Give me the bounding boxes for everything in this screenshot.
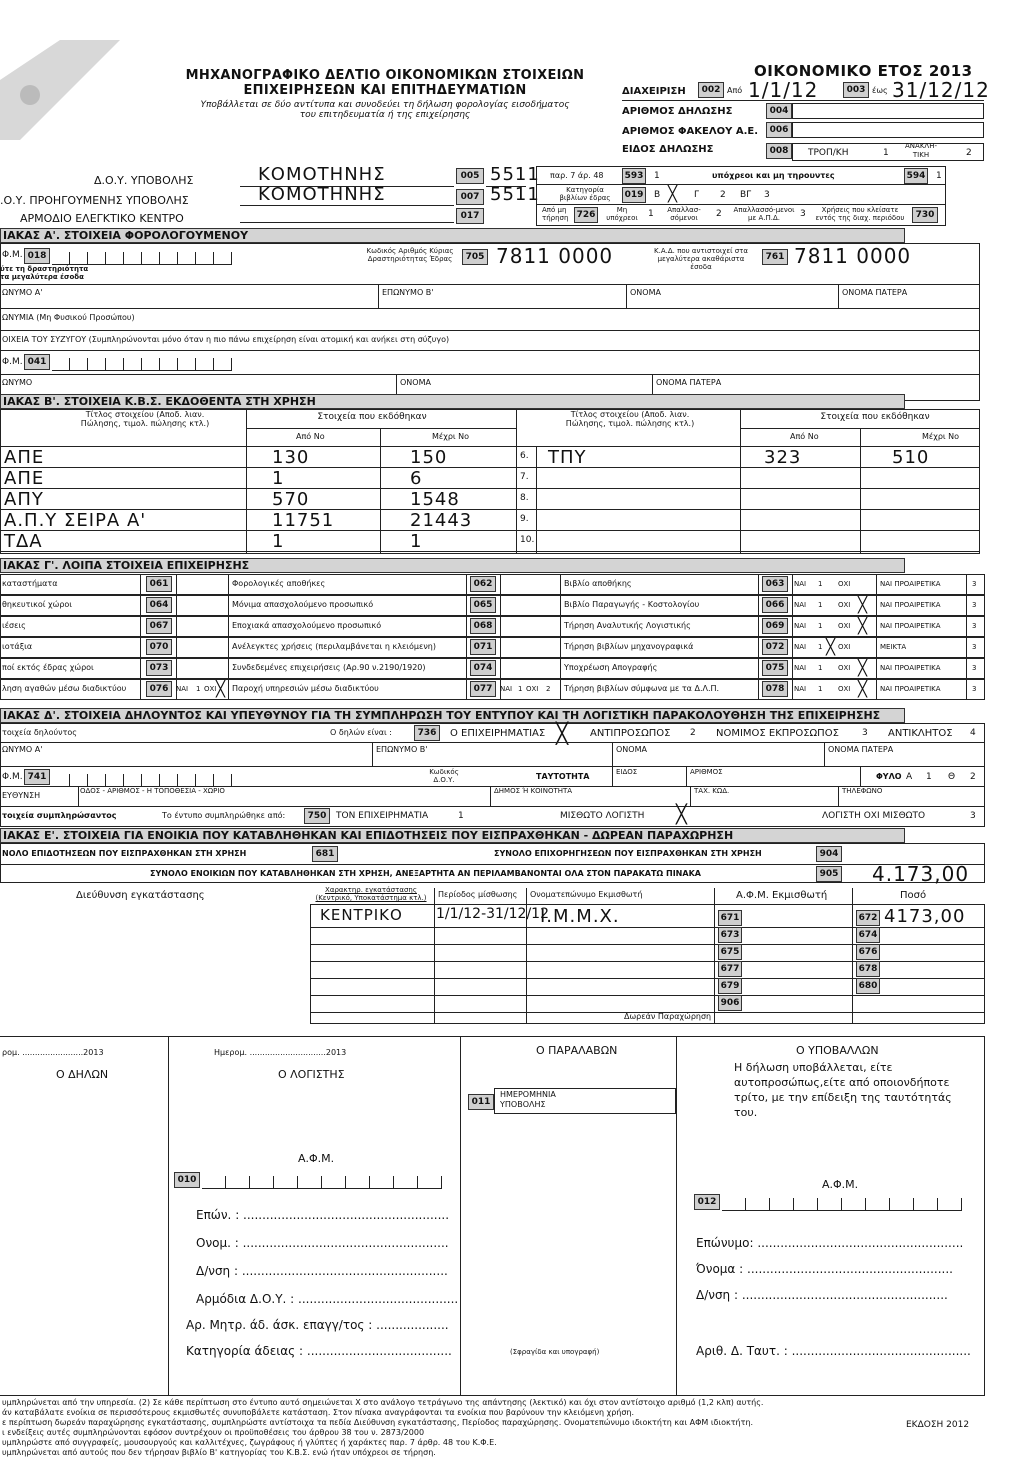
col-divider — [792, 637, 793, 658]
code-761: 761 — [762, 249, 788, 265]
code-003: 003 — [843, 82, 869, 98]
opt3-label[interactable]: ΜΕΙΚΤΑ — [880, 643, 907, 651]
col-divider — [228, 679, 229, 700]
col-divider — [228, 658, 229, 679]
kbs-right-num: 10. — [520, 535, 535, 545]
col-divider — [176, 658, 177, 679]
rent-row-line — [310, 961, 985, 962]
col-divider — [500, 595, 501, 616]
sec-c-left-label: ιοτάξια — [2, 642, 33, 651]
o-epixeirimatias-check[interactable]: ╳ — [556, 721, 569, 745]
col-divider — [758, 616, 759, 637]
table-row-line — [0, 509, 980, 510]
sec-c-code1: 070 — [146, 639, 172, 655]
oxi-label[interactable]: ΟΧΙ — [838, 685, 851, 693]
rent-code-right: 676 — [856, 944, 880, 960]
rent-code-left: 677 — [718, 961, 742, 977]
nai-check-mark[interactable]: ╳ — [826, 638, 836, 656]
arithmos-fakelou-label: ΑΡΙΘΜΟΣ ΦΑΚΕΛΟΥ Α.Ε. — [622, 126, 759, 137]
sec-c-right-label: Υποχρέωση Απογραφής — [564, 663, 658, 672]
o-dilon-label: Ο ΔΗΛΩΝ — [56, 1068, 109, 1081]
kbs-right-num: 8. — [520, 493, 529, 503]
code-905: 905 — [816, 866, 842, 882]
kbs-left-to[interactable]: 21443 — [410, 510, 473, 531]
nai-label[interactable]: ΝΑΙ — [794, 685, 807, 693]
col-divider — [228, 616, 229, 637]
sec-c-right-label: Τήρηση Αναλυτικής Λογιστικής — [564, 621, 691, 630]
oxi-076[interactable]: ΟΧΙ — [204, 685, 217, 693]
nai-label[interactable]: ΝΑΙ — [794, 664, 807, 672]
col-divider — [466, 574, 467, 595]
col-divider — [500, 658, 501, 679]
sec-c-left-label: ποί εκτός έδρας χώροι — [2, 663, 94, 672]
code-750: 750 — [304, 808, 330, 824]
col-divider — [758, 658, 759, 679]
col-divider — [500, 616, 501, 637]
n3: 3 — [972, 685, 977, 693]
sec-c-code2: 074 — [470, 660, 496, 676]
oxi-label[interactable]: ΟΧΙ — [838, 580, 851, 588]
n1: 1 — [818, 601, 823, 609]
code-730: 730 — [912, 207, 938, 223]
col-divider — [560, 679, 561, 700]
kbs-left-from[interactable]: 570 — [272, 489, 310, 510]
sec-c-code1: 073 — [146, 660, 172, 676]
sec-c-left-label: καταστήματα — [2, 579, 58, 588]
section-e-title: ΙΑΚΑΣ Ε'. ΣΤΟΙΧΕΙΑ ΓΙΑ ΕΝΟΙΚΙΑ ΠΟΥ ΚΑΤΑΒΛΗΘΗΚΑΝ ΚΑΙ ΕΠΙΔΟΤΗΣΕΙΣ ΠΟΥ ΕΙΣΠΡΑΧΘΗΚΑΝ - ΔΩΡΕΑΝ ΠΑΡΑΧΩΡΗΣΗ — [0, 828, 905, 843]
kad2-value[interactable]: 7811 0000 — [794, 244, 912, 268]
code-005-value[interactable]: 5511 — [490, 164, 540, 185]
n1: 1 — [818, 580, 823, 588]
sec-c-right-label: Τήρηση βιβλίων σύμφωνα με τα Δ.Λ.Π. — [564, 684, 720, 693]
col-divider — [466, 595, 467, 616]
col-divider — [176, 616, 177, 637]
col-divider — [560, 574, 561, 595]
kbs-right-title[interactable]: ΤΠΥ — [548, 447, 587, 468]
table-row-line — [0, 467, 980, 468]
subtitle-line-2: του επιτηδευματία ή της επιχείρησης — [299, 110, 471, 120]
col-divider — [876, 637, 877, 658]
sec-c-mid-label: Εποχιακά απασχολούμενο προσωπικό — [232, 621, 382, 630]
opt3-label[interactable]: ΝΑΙ ΠΡΟΑΙΡΕΤΙΚΑ — [880, 685, 941, 693]
col-divider — [758, 637, 759, 658]
table-row-line — [0, 551, 980, 552]
code-019: 019 — [622, 187, 646, 203]
col-divider — [466, 658, 467, 679]
oxi-label[interactable]: ΟΧΙ — [838, 601, 851, 609]
code-012: 012 — [694, 1194, 720, 1210]
code-041: 041 — [24, 354, 50, 370]
katigoria-b-check[interactable]: ╳ — [668, 185, 678, 203]
col-divider — [792, 658, 793, 679]
total-rent[interactable]: 4.173,00 — [872, 862, 970, 886]
section-d-title: ΙΑΚΑΣ Δ'. ΣΤΟΙΧΕΙΑ ΔΗΛΟΥΝΤΟΣ ΚΑΙ ΥΠΕΥΘΥΝΟΥ ΓΙΑ ΤΗ ΣΥΜΠΛΗΡΩΣΗ ΤΟΥ ΕΝΤΥΠΟΥ ΚΑΙ ΤΗ ΛΟΓΙΣΤΙΚΗ ΠΑΡΑΚΟΛΟΥΘΗΣΗ ΤΗΣ ΕΠΙΧΕΙΡΗΣΗΣ — [0, 708, 905, 723]
to-date[interactable]: 31/12/12 — [892, 78, 990, 102]
opt3-label[interactable]: ΝΑΙ ΠΡΟΑΙΡΕΤΙΚΑ — [880, 622, 941, 630]
col-divider — [966, 658, 967, 679]
opt3-label[interactable]: ΝΑΙ ΠΡΟΑΙΡΕΤΙΚΑ — [880, 601, 941, 609]
col-divider — [140, 616, 141, 637]
rent-code-right: 678 — [856, 961, 880, 977]
kbs-left-to[interactable]: 6 — [410, 468, 423, 489]
rent-row1-name[interactable]: Ι.Μ.Μ.Χ. — [540, 906, 620, 927]
rent-row-line — [310, 927, 985, 928]
sec-c-code2: 062 — [470, 576, 496, 592]
col-divider — [560, 637, 561, 658]
col-divider — [176, 574, 177, 595]
doy-ypovolis-value[interactable]: ΚΟΜΟΤΗΝΗΣ — [258, 164, 386, 185]
opt3-label[interactable]: ΝΑΙ ΠΡΟΑΙΡΕΤΙΚΑ — [880, 580, 941, 588]
col-divider — [792, 679, 793, 700]
n1: 1 — [818, 643, 823, 651]
oxi-label[interactable]: ΟΧΙ — [838, 622, 851, 630]
code-002: 002 — [698, 82, 724, 98]
code-007-value[interactable]: 5511 — [490, 184, 540, 205]
rent-code-left: 679 — [718, 978, 742, 994]
sec-c-left-label: ληση αγαθών μέσω διαδικτύου — [2, 684, 127, 693]
title-line-2: ΕΠΙΧΕΙΡΗΣΕΩΝ ΚΑΙ ΕΠΙΤΗΔΕΥΜΑΤΙΩΝ — [243, 83, 527, 98]
kbs-left-title[interactable]: ΤΔΑ — [4, 531, 43, 552]
kbs-right-to[interactable]: 510 — [892, 447, 930, 468]
col-divider — [758, 574, 759, 595]
code-010: 010 — [174, 1172, 200, 1188]
sec-c-mid-label: Μόνιμα απασχολούμενο προσωπικό — [232, 600, 374, 609]
kbs-left-to[interactable]: 1548 — [410, 489, 460, 510]
col-divider — [228, 637, 229, 658]
sec-c-code2: 077 — [470, 681, 496, 697]
sec-c-code2: 065 — [470, 597, 496, 613]
kbs-left-title[interactable]: ΑΠΕ — [4, 468, 45, 489]
kbs-left-title[interactable]: ΑΠΥ — [4, 489, 44, 510]
col-divider — [966, 637, 967, 658]
sec-c-code1: 067 — [146, 618, 172, 634]
sec-c-mid-label: Φορολογικές αποθήκες — [232, 579, 326, 588]
rent-code-left: 906 — [718, 995, 742, 1011]
sec-c-mid-label: Συνδεδεμένες επιχειρήσεις (Αρ.90 ν.2190/1920) — [232, 663, 426, 672]
code-726: 726 — [574, 207, 598, 223]
apo-label: Από — [727, 86, 743, 95]
nai-label[interactable]: ΝΑΙ — [794, 622, 807, 630]
eos-label: έως — [872, 86, 888, 95]
sec-c-right-label: Βιβλίο αποθήκης — [564, 579, 632, 588]
title-line-1: ΜΗΧΑΝΟΓΡΑΦΙΚΟ ΔΕΛΤΙΟ ΟΙΚΟΝΟΜΙΚΩΝ ΣΤΟΙΧΕΙΩΝ — [185, 68, 585, 83]
col-divider — [966, 574, 967, 595]
code-006: 006 — [766, 122, 792, 138]
ekdosi: ΕΚΔΟΣΗ 2012 — [906, 1420, 970, 1430]
afm-ticks[interactable] — [52, 252, 232, 265]
sec-c-code3: 069 — [762, 618, 788, 634]
n1-077: 1 — [518, 685, 523, 693]
col-divider — [228, 574, 229, 595]
nai-077[interactable]: ΝΑΙ — [500, 685, 513, 693]
section-a-title: ΙΑΚΑΣ Α'. ΣΤΟΙΧΕΙΑ ΦΟΡΟΛΟΓΟΥΜΕΝΟΥ — [0, 228, 905, 243]
sec-c-mid-label: Ανέλεγκτες χρήσεις (περιλαμβάνεται η κλειόμενη) — [232, 642, 436, 651]
table-row-line — [0, 488, 980, 489]
n3: 3 — [972, 643, 977, 651]
oxi-label[interactable]: ΟΧΙ — [838, 664, 851, 672]
col-divider — [966, 679, 967, 700]
nai-label[interactable]: ΝΑΙ — [794, 580, 807, 588]
rent-row-line — [310, 944, 985, 945]
arithmos-fakelou-field[interactable] — [792, 122, 984, 138]
n1: 1 — [818, 685, 823, 693]
row-num-divider — [536, 446, 537, 554]
col-divider — [876, 616, 877, 637]
eidos-dilosis-label: ΕΙΔΟΣ ΔΗΛΩΣΗΣ — [622, 144, 714, 155]
col-divider — [966, 616, 967, 637]
col-divider — [176, 637, 177, 658]
arithmos-dilosis-label: ΑΡΙΘΜΟΣ ΔΗΛΩΣΗΣ — [622, 106, 733, 117]
sec-c-code3: 075 — [762, 660, 788, 676]
kbs-left-title[interactable]: ΑΠΕ — [4, 447, 45, 468]
code-017: 017 — [456, 208, 484, 224]
n3: 3 — [972, 580, 977, 588]
section-c-title: ΙΑΚΑΣ Γ'. ΛΟΙΠΑ ΣΤΟΙΧΕΙΑ ΕΠΙΧΕΙΡΗΣΗΣ — [0, 558, 905, 573]
code-008: 008 — [766, 143, 792, 159]
sec-c-code3: 078 — [762, 681, 788, 697]
col-divider — [140, 658, 141, 679]
kbs-right-num: 6. — [520, 451, 529, 461]
subtitle-line-1: Υποβάλλεται σε δύο αντίτυπα και συνοδεύει τη δήλωση φορολογίας εισοδήματος — [200, 100, 570, 110]
tropiki-label[interactable]: ΤΡΟΠ/ΚΗ — [808, 148, 849, 158]
nai-label[interactable]: ΝΑΙ — [794, 643, 807, 651]
rent-code-left: 671 — [718, 910, 742, 926]
sec-c-code3: 063 — [762, 576, 788, 592]
code-011: 011 — [468, 1094, 494, 1110]
kbs-left-from[interactable]: 1 — [272, 468, 285, 489]
doy-proigoumenis-value[interactable]: ΚΟΜΟΤΗΝΗΣ — [258, 184, 386, 205]
rent-code-right: 672 — [856, 910, 880, 926]
col-divider — [966, 595, 967, 616]
n3: 3 — [972, 622, 977, 630]
col-divider — [466, 637, 467, 658]
code-004: 004 — [766, 103, 792, 119]
n1-076: 1 — [196, 685, 201, 693]
sec-c-mid-label: Παροχή υπηρεσιών μέσω διαδικτύου — [232, 684, 379, 693]
section-b-title: ΙΑΚΑΣ Β'. ΣΤΟΙΧΕΙΑ Κ.Β.Σ. ΕΚΔΟΘΕΝΤΑ ΣΤΗ ΧΡΗΣΗ — [0, 394, 905, 409]
rent-row1-type[interactable]: ΚΕΝΤΡΙΚΟ — [320, 906, 403, 924]
kbs-left-title[interactable]: Α.Π.Υ ΣΕΙΡΑ Α' — [4, 510, 147, 531]
col-divider — [466, 679, 467, 700]
col-divider — [792, 574, 793, 595]
kad-value[interactable]: 7811 0000 — [496, 244, 614, 268]
o-paralavon-label: Ο ΠΑΡΑΛΑΒΩΝ — [536, 1044, 618, 1057]
code-741: 741 — [24, 769, 50, 785]
col-divider — [876, 574, 877, 595]
arithmos-dilosis-field[interactable] — [792, 103, 984, 119]
doy-ypovolis-label: Δ.Ο.Υ. ΥΠΟΒΟΛΗΣ — [94, 174, 194, 187]
o-logistis-label: Ο ΛΟΓΙΣΤΗΣ — [278, 1068, 345, 1081]
col-divider — [876, 658, 877, 679]
n1: 1 — [818, 622, 823, 630]
col-divider — [140, 679, 141, 700]
sec-c-code1: 061 — [146, 576, 172, 592]
misthoto-logisti-check[interactable]: ╳ — [676, 804, 687, 825]
sec-c-left-label: θηκευτικοί χώροι — [2, 600, 73, 609]
doy-proigoumenis-label: .Ο.Υ. ΠΡΟΗΓΟΥΜΕΝΗΣ ΥΠΟΒΟΛΗΣ — [0, 194, 189, 207]
elegktiko-label: ΑΡΜΟΔΙΟ ΕΛΕΓΚΤΙΚΟ ΚΕΝΤΡΟ — [20, 212, 184, 225]
rent-row1-amount[interactable]: 4173,00 — [884, 906, 966, 927]
code-594: 594 — [904, 168, 928, 184]
rent-row-line — [310, 978, 985, 979]
col-divider — [176, 595, 177, 616]
sec-c-code3: 066 — [762, 597, 788, 613]
rent-row1-period[interactable]: 1/1/12-31/12/12 — [436, 906, 549, 922]
kbs-left-from[interactable]: 1 — [272, 531, 285, 552]
oxi-check-mark[interactable]: ╳ — [858, 659, 868, 677]
col-divider — [792, 595, 793, 616]
sec-c-code1: 064 — [146, 597, 172, 613]
form-title — [175, 68, 595, 120]
col-divider — [140, 595, 141, 616]
col-divider — [560, 658, 561, 679]
sec-c-code2: 068 — [470, 618, 496, 634]
col-divider — [500, 637, 501, 658]
rent-code-right: 680 — [856, 978, 880, 994]
sec-c-code2: 071 — [470, 639, 496, 655]
rent-row-line — [310, 995, 985, 996]
col-divider — [876, 679, 877, 700]
oxi-check-mark[interactable]: ╳ — [858, 596, 868, 614]
kbs-left-from[interactable]: 130 — [272, 447, 310, 468]
table-row-line — [0, 530, 980, 531]
nai-label[interactable]: ΝΑΙ — [794, 601, 807, 609]
n1: 1 — [818, 664, 823, 672]
n2-077: 2 — [546, 685, 551, 693]
sec-c-left-label: ιέσεις — [2, 621, 26, 630]
footnotes: υμπληρώνεται από την υπηρεσία. (2) Σε κάθε περίπτωση στο έντυπο αυτό σημειώνεται Χ στο ανάλογο τετράγωνο της απάντησης (λεκτικό) και όχι στον αντίστοιχο αριθμό (1,2 κλπ) αυτής. άν καταβάλατε ενοίκια σε περισσότερους εκμισθωτές συνυποβάλετε κατάσταση. Στον πίνακα αναγράφονται τα ενοίκια που βαρύνουν την κλειόμενη χρήση. ε περίπτωση δωρεάν παραχώρησης εγκατάστασης, συμπληρώστε αντίστοιχα τα πεδία Διεύθυνση εγκατάστασης, Περίοδος παραχώρησης. Ονοματεπώνυμο ιδιοκτήτη και ΑΦΜ ιδιοκτήτη. ι ενδείξεις αυτές συμπληρώνονται εφόσον συντρέχουν οι προϋποθέσεις του άρθρου 38 του ν. 2873/2000 υμπληρώστε από συγγραφείς, μουσουργούς και καλλιτέχνες, ζωγράφους ή γλύπτες ή χαράκτες παρ. 7 άρθρ. 48 του Κ.Φ.Ε. υμπληρώνεται από αυτούς που δεν τήρησαν βιβλίο Β' κατηγορίας του Κ.Β.Σ. ενώ ήταν υπόχρεοι σε τήρηση. — [2, 1398, 764, 1457]
oxi-label[interactable]: ΟΧΙ — [838, 643, 851, 651]
oxi-check-mark[interactable]: ╳ — [858, 680, 868, 698]
kbs-left-to[interactable]: 1 — [410, 531, 423, 552]
rent-code-right: 674 — [856, 927, 880, 943]
code-018: 018 — [24, 248, 50, 264]
kbs-right-num: 9. — [520, 514, 529, 524]
col-divider — [500, 574, 501, 595]
col-divider — [466, 616, 467, 637]
code-705: 705 — [462, 249, 488, 265]
col-divider — [140, 574, 141, 595]
code-904: 904 — [816, 846, 842, 862]
nai-076[interactable]: ΝΑΙ — [176, 685, 189, 693]
diaxeirisi-label: ΔΙΑΧΕΙΡΙΣΗ — [622, 86, 686, 97]
fiscal-year: ΟΙΚΟΝΟΜΙΚΟ ΕΤΟΣ 2013 — [754, 62, 973, 80]
col-divider — [792, 616, 793, 637]
col-divider — [876, 595, 877, 616]
oxi-077[interactable]: ΟΧΙ — [526, 685, 539, 693]
anaklitiki-label[interactable]: ΑΝΑΚΛΗ-ΤΙΚΗ — [905, 142, 937, 159]
n3: 3 — [972, 664, 977, 672]
sec-c-right-label: Βιβλίο Παραγωγής - Κοστολογίου — [564, 600, 700, 609]
kbs-left-from[interactable]: 11751 — [272, 510, 335, 531]
col-divider — [758, 679, 759, 700]
o-ypovalon-label: Ο ΥΠΟΒΑΛΛΩΝ — [796, 1044, 879, 1057]
col-divider — [758, 595, 759, 616]
col-divider — [560, 595, 561, 616]
code-007: 007 — [456, 189, 484, 205]
code-681: 681 — [312, 846, 338, 862]
from-date[interactable]: 1/1/12 — [748, 78, 819, 102]
sec-c-right-label: Τήρηση βιβλίων μηχανογραφικά — [564, 642, 694, 651]
kbs-right-from[interactable]: 323 — [764, 447, 802, 468]
code-736: 736 — [414, 725, 440, 741]
sec-c-code3: 072 — [762, 639, 788, 655]
col-divider — [560, 616, 561, 637]
opt3-label[interactable]: ΝΑΙ ΠΡΟΑΙΡΕΤΙΚΑ — [880, 664, 941, 672]
rent-code-left: 673 — [718, 927, 742, 943]
kbs-right-num: 7. — [520, 472, 529, 482]
corner-emblem-icon — [0, 40, 120, 140]
sec-c-code1: 076 — [146, 681, 172, 697]
code-593: 593 — [622, 168, 646, 184]
oxi-check-mark[interactable]: ╳ — [858, 617, 868, 635]
oxi-076-check[interactable]: ╳ — [216, 680, 226, 698]
col-divider — [140, 637, 141, 658]
kbs-left-to[interactable]: 150 — [410, 447, 448, 468]
rent-code-left: 675 — [718, 944, 742, 960]
code-005: 005 — [456, 168, 484, 184]
n3: 3 — [972, 601, 977, 609]
col-divider — [228, 595, 229, 616]
